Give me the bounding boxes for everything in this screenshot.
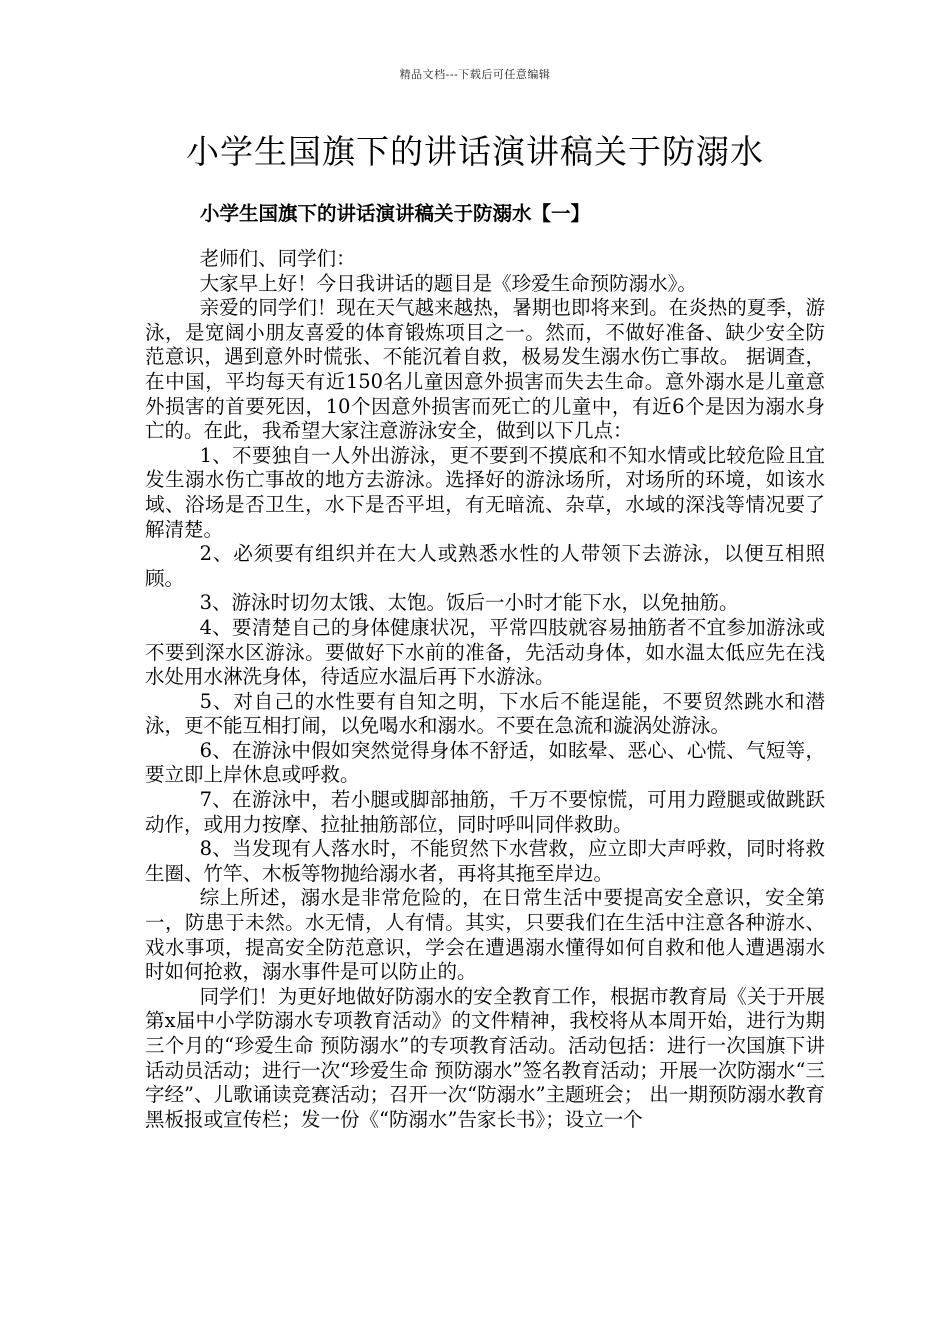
summary-paragraph: 综上所述，溺水是非常危险的，在日常生活中要提高安全意识，安全第一，防患于未然。水无情，人有情。其实，只要我们在生活中注意各种游水、戏水事项，提高安全防范意识，学会在遭遇溺水懂得如何自救和他人遭遇溺水时如何抢救，溺水事件是可以防止的。 [145,886,825,984]
greeting-paragraph: 老师们、同学们： [199,247,356,270]
document-title: 小学生国旗下的讲话演讲稿关于防溺水 [186,132,764,171]
list-item-7: 7、在游泳中，若小腿或脚部抽筋，千万不要惊慌，可用力蹬腿或做跳跃动作，或用力按摩、拉扯抽筋部位，同时呼叫同伴救助。 [145,788,825,836]
list-item-4: 4、要清楚自己的身体健康状况，平常四肢就容易抽筋者不宜参加游泳或不要到深水区游泳。要做好下水前的准备，先活动身体，如水温太低应先在浅水处用水淋洗身体，待适应水温后再下水游泳。 [145,615,825,689]
intro-paragraph: 大家早上好！今日我讲话的题目是《珍爱生命预防溺水》。 [199,271,697,295]
activity-paragraph: 同学们！为更好地做好防溺水的安全教育工作，根据市教育局《关于开展第x届中小学防溺水专项教育活动》的文件精神，我校将从本周开始，进行为期三个月的“珍爱生命 预防溺水”的专项教育活动。活动包括：进行一次国旗下讲话动员活动；进行一次“珍爱生命 预防溺水”签名教育活动；开展一次防溺水“三字经”、儿歌诵读竞赛活动；召开一次“防溺水”主题班会； 出一期预防溺水教育黑板报或宣传栏；发一份《“防溺水”告家长书》；设立一个 [145,984,825,1131]
list-item-3: 3、游泳时切勿太饿、太饱。饭后一小时才能下水，以免抽筋。 [199,591,739,615]
header-note: 精品文档---下载后可任意编辑 [399,68,551,81]
list-item-6: 6、在游泳中假如突然觉得身体不舒适，如眩晕、恶心、心慌、气短等，要立即上岸休息或呼救。 [145,738,825,787]
body-paragraph: 亲爱的同学们！现在天气越来越热，暑期也即将来到。在炎热的夏季，游泳，是宽阔小朋友喜爱的体育锻炼项目之一。然而，不做好准备、缺少安全防范意识，遇到意外时慌张、不能沉着自救，极易发生溺水伤亡事故。 据调查，在中国，平均每天有近150名儿童因意外损害而失去生命。意外溺水是儿童意外损害的首要死因，10个因意外损害而死亡的儿童中，有近6个是因为溺水身亡的。在此，我希望大家注意游泳安全，做到以下几点： [145,296,825,443]
body-text [145,247,825,1132]
list-item-1: 1、不要独自一人外出游泳，更不要到不摸底和不知水情或比较危险且宜发生溺水伤亡事故的地方去游泳。选择好的游泳场所，对场所的环境，如该水域、浴场是否卫生，水下是否平坦，有无暗流、杂草，水域的深浅等情况要了解清楚。 [145,443,825,541]
list-item-5: 5、对自己的水性要有自知之明，下水后不能逞能，不要贸然跳水和潜泳，更不能互相打闹，以免喝水和溺水。不要在急流和漩涡处游泳。 [145,689,825,738]
list-item-2: 2、必须要有组织并在大人或熟悉水性的人带领下去游泳，以便互相照顾。 [145,542,825,590]
list-item-8: 8、当发现有人落水时，不能贸然下水营救，应立即大声呼救，同时将救生圈、竹竿、木板等物抛给溺水者，再将其拖至岸边。 [145,837,825,885]
section-heading: 小学生国旗下的讲话演讲稿关于防溺水【一】 [200,202,591,225]
